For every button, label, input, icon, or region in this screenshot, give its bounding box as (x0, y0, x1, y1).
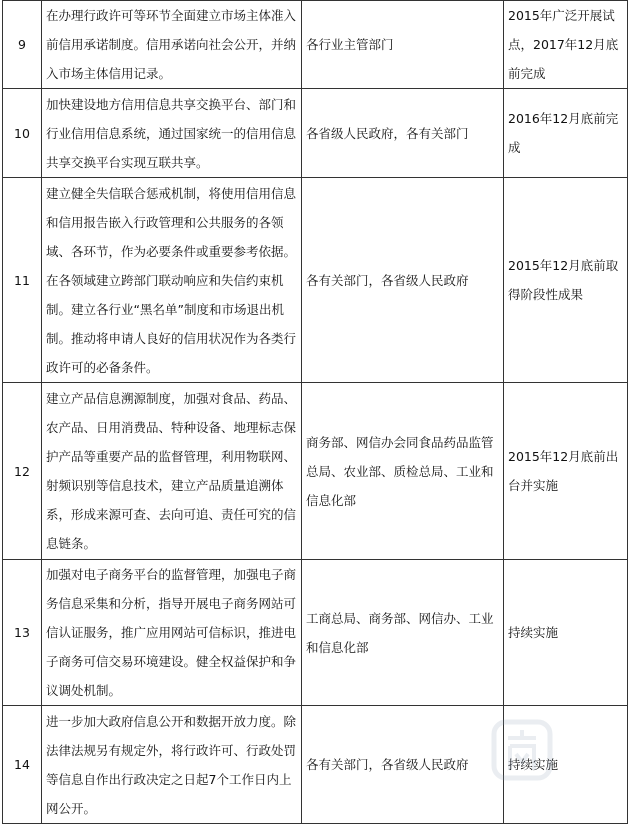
table-row (3, 560, 628, 706)
task-description: 建立健全失信联合惩戒机制，将使用信用信息和信用报告嵌入行政管理和公共服务的各领域、各环节，作为必要条件或重要参考依据。在各领域建立跨部门联动响应和失信约束机制。建立各行业“黑名单”制度和市场退出机制。推动将申请人良好的信用状况作为各类行政许可的必备条件。 (42, 178, 302, 383)
responsible-department: 各行业主管部门 (302, 1, 504, 89)
deadline: 2015年12月底前出台并实施 (504, 383, 628, 560)
responsible-department: 商务部、网信办会同食品药品监管总局、农业部、质检总局、工业和信息化部 (302, 383, 504, 560)
deadline: 2015年12月底前取得阶段性成果 (504, 178, 628, 383)
row-number: 13 (3, 560, 42, 706)
row-number: 11 (3, 178, 42, 383)
responsible-department: 各省级人民政府，各有关部门 (302, 89, 504, 178)
responsible-department: 工商总局、商务部、网信办、工业和信息化部 (302, 560, 504, 706)
task-description: 加强对电子商务平台的监督管理，加强电子商务信息采集和分析，指导开展电子商务网站可信认证服务，推广应用网站可信标识，推进电子商务可信交易环境建设。健全权益保护和争议调处机制。 (42, 560, 302, 706)
table-row (3, 178, 628, 383)
row-number: 12 (3, 383, 42, 560)
deadline: 2015年广泛开展试点，2017年12月底前完成 (504, 1, 628, 89)
task-description: 进一步加大政府信息公开和数据开放力度。除法律法规另有规定外，将行政许可、行政处罚等信息自作出行政决定之日起7个工作日内上网公开。 (42, 706, 302, 824)
table-row (3, 383, 628, 560)
row-number: 14 (3, 706, 42, 824)
task-description: 在办理行政许可等环节全面建立市场主体准入前信用承诺制度。信用承诺向社会公开，并纳入市场主体信用记录。 (42, 1, 302, 89)
task-description: 建立产品信息溯源制度，加强对食品、药品、农产品、日用消费品、特种设备、地理标志保护产品等重要产品的监督管理，利用物联网、射频识别等信息技术，建立产品质量追溯体系，形成来源可查、去向可追、责任可究的信息链条。 (42, 383, 302, 560)
row-number: 10 (3, 89, 42, 178)
table-row (3, 89, 628, 178)
task-description: 加快建设地方信用信息共享交换平台、部门和行业信用信息系统，通过国家统一的信用信息共享交换平台实现互联共享。 (42, 89, 302, 178)
responsible-department: 各有关部门，各省级人民政府 (302, 178, 504, 383)
deadline: 持续实施 (504, 560, 628, 706)
deadline: 持续实施 (504, 706, 628, 824)
logo-seal-icon (490, 718, 554, 782)
deadline: 2016年12月底前完成 (504, 89, 628, 178)
row-number: 9 (3, 1, 42, 89)
table-row (3, 1, 628, 89)
task-table (2, 0, 628, 824)
responsible-department: 各有关部门，各省级人民政府 (302, 706, 504, 824)
